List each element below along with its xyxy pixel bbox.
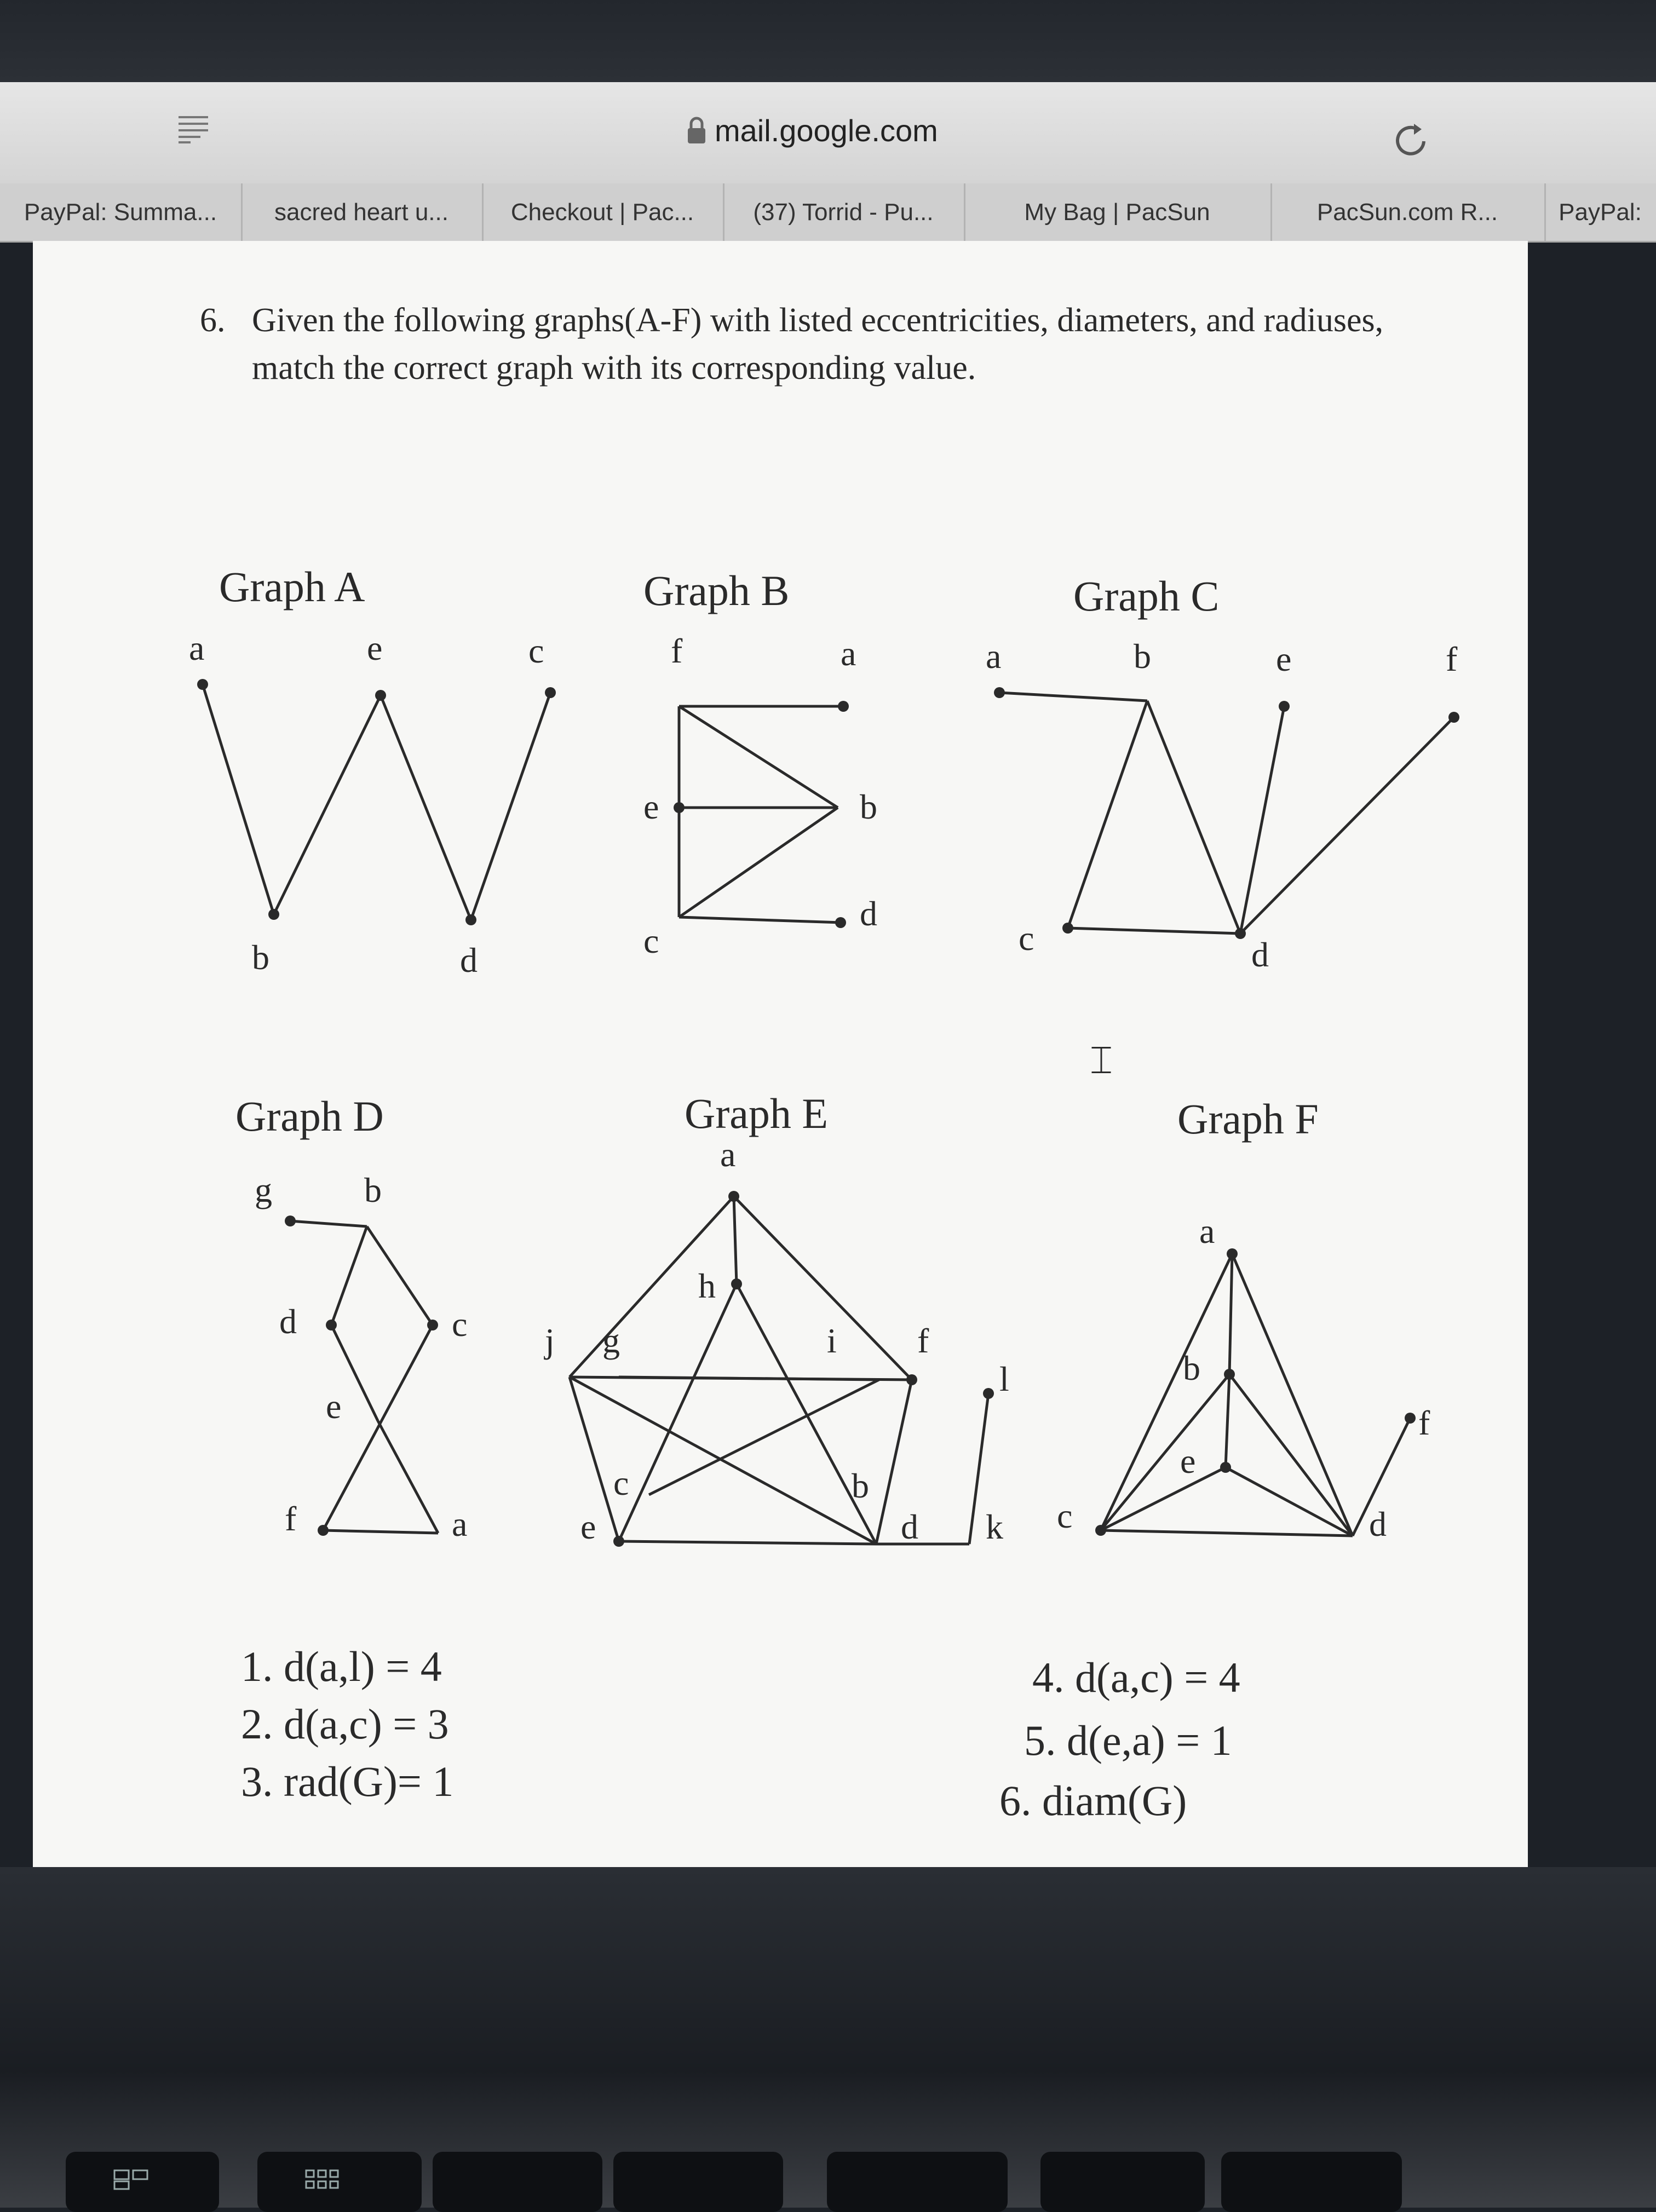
graph-f-label-d: d (1369, 1505, 1387, 1543)
graph-f-title: Graph F (1177, 1095, 1319, 1143)
screen-bezel-top (0, 0, 1656, 82)
tab-paypal[interactable]: PayPal: (1544, 183, 1656, 241)
answer-5: 5. d(e,a) = 1 (1024, 1716, 1232, 1764)
graph-f-label-b: b (1183, 1349, 1200, 1387)
graph-a (189, 563, 556, 980)
graph-a-title: Graph A (219, 563, 365, 610)
tab-torrid[interactable]: (37) Torrid - Pu... (723, 183, 965, 241)
graph-a-label-c: c (528, 631, 544, 670)
answer-4: 4. d(a,c) = 4 (1032, 1654, 1240, 1701)
graph-e-label-j: j (545, 1321, 555, 1360)
graph-c-label-a: a (986, 637, 1002, 676)
graph-e-label-d: d (901, 1507, 918, 1546)
graph-e-title: Graph E (685, 1090, 829, 1137)
tab-sacred-heart[interactable]: sacred heart u... (241, 183, 484, 241)
graph-e-label-e: e (580, 1507, 596, 1546)
graph-c-label-c: c (1019, 919, 1034, 958)
graph-d-label-e: e (326, 1387, 342, 1426)
graph-c-label-d: d (1251, 935, 1269, 974)
graph-b (643, 567, 877, 960)
touchbar-key-7 (1221, 2152, 1402, 2212)
graph-e-label-b: b (852, 1466, 869, 1505)
tab-pacsun-r[interactable]: PacSun.com R... (1270, 183, 1546, 241)
answer-1: 1. d(a,l) = 4 (241, 1643, 442, 1690)
graph-a-vertices (197, 679, 556, 925)
graph-e-label-k: k (986, 1507, 1003, 1546)
answer-6: 6. diam(G) (999, 1777, 1187, 1824)
graph-d-label-a: a (452, 1505, 468, 1543)
graph-e-label-c: c (613, 1464, 629, 1502)
graph-c (986, 572, 1459, 974)
graph-f-label-e: e (1180, 1442, 1196, 1481)
graph-a-label-b: b (252, 938, 269, 977)
graph-b-label-c: c (643, 921, 659, 960)
graph-d-label-b: b (364, 1171, 382, 1209)
graph-d-label-c: c (452, 1305, 468, 1344)
tab-checkout-pacsun[interactable]: Checkout | Pac... (482, 183, 725, 241)
mission-control-icon (112, 2168, 151, 2190)
graph-f-label-a: a (1199, 1212, 1215, 1251)
browser-chrome (0, 82, 1656, 241)
lock-icon (686, 116, 708, 145)
graph-a-label-e: e (367, 629, 383, 667)
touchbar-key-6 (1040, 2152, 1205, 2212)
graph-b-title: Graph B (643, 567, 790, 614)
graph-c-label-b: b (1134, 637, 1151, 676)
graph-d-title: Graph D (235, 1092, 384, 1140)
question-number: 6. (200, 302, 226, 339)
answer-list-right (999, 1654, 1240, 1824)
answer-2: 2. d(a,c) = 3 (241, 1700, 449, 1748)
tab-paypal-summary[interactable]: PayPal: Summa... (0, 183, 243, 241)
touchbar-key-5 (827, 2152, 1008, 2212)
graph-d-label-f: f (285, 1499, 297, 1538)
answer-3: 3. rad(G)= 1 (241, 1758, 454, 1805)
graph-e-label-a: a (720, 1135, 736, 1174)
url-text[interactable]: mail.google.com (715, 113, 938, 148)
answer-list-left (241, 1643, 453, 1805)
graph-f-label-c: c (1057, 1496, 1073, 1535)
graph-a-label-a: a (189, 629, 205, 667)
worksheet-content (33, 241, 1528, 1867)
text-cursor-icon: ⌶ (1090, 1038, 1113, 1082)
graph-e-label-i: i (827, 1321, 837, 1360)
graph-f (1057, 1095, 1430, 1543)
graph-f-label-f: f (1418, 1403, 1430, 1442)
document-page (33, 241, 1528, 1867)
question-line-1: Given the following graphs(A-F) with listed eccentricities, diameters, and radiuses, (252, 302, 1384, 339)
graph-e-label-h: h (698, 1266, 716, 1305)
graph-b-label-d: d (860, 894, 877, 933)
graph-d-label-d: d (279, 1302, 297, 1341)
graph-e-label-g: g (602, 1321, 620, 1360)
reload-icon[interactable] (1391, 120, 1431, 161)
graph-a-label-d: d (460, 941, 478, 980)
question-line-2: match the correct graph with its corresponding value. (252, 349, 976, 387)
touchbar-key-3 (433, 2152, 602, 2212)
graph-d (235, 1092, 467, 1543)
graph-b-label-f: f (671, 631, 683, 670)
graph-b-label-b: b (860, 787, 877, 826)
tab-strip (0, 183, 1656, 243)
graph-b-label-e: e (643, 787, 659, 826)
graph-c-title: Graph C (1073, 572, 1220, 620)
tab-my-bag-pacsun[interactable]: My Bag | PacSun (964, 183, 1272, 241)
graph-c-label-f: f (1446, 640, 1458, 678)
graph-e-label-f: f (917, 1321, 929, 1360)
graph-d-label-g: g (255, 1171, 272, 1209)
graph-b-label-a: a (841, 634, 856, 673)
graph-e-label-l: l (999, 1360, 1009, 1398)
graph-e (544, 1090, 1009, 1547)
touchbar-key-4 (613, 2152, 783, 2212)
reader-view-icon[interactable] (174, 110, 212, 148)
graph-c-label-e: e (1276, 640, 1292, 678)
launchpad-icon (304, 2168, 342, 2190)
address-bar[interactable] (0, 82, 1656, 185)
